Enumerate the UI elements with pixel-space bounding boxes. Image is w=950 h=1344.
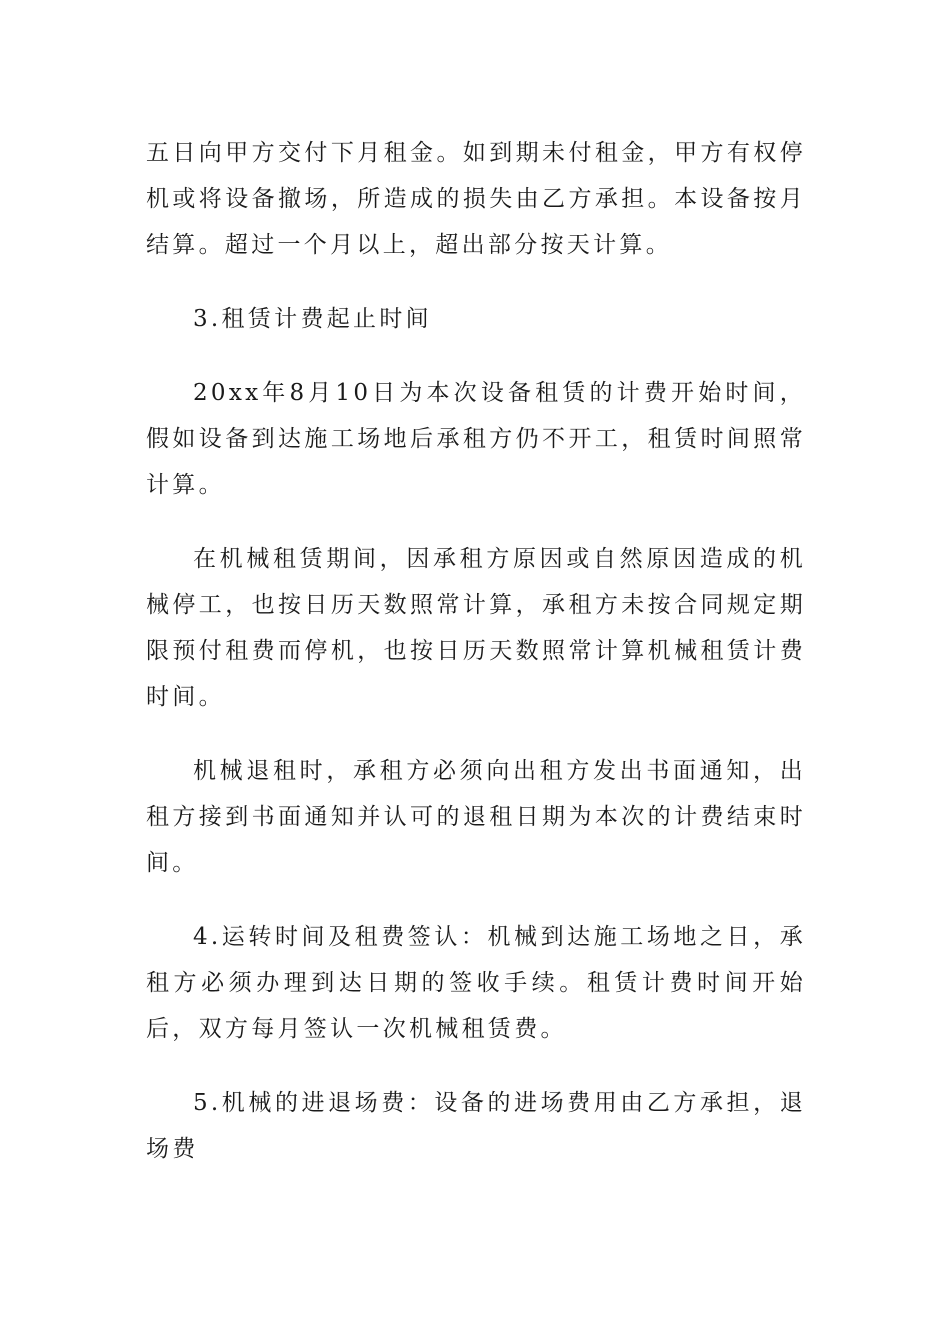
- paragraph-5: 机械退租时，承租方必须向出租方发出书面通知，出租方接到书面通知并认可的退租日期为本次的计费结束时间。: [146, 758, 806, 876]
- paragraph-3: 20xx年8月10日为本次设备租赁的计费开始时间，假如设备到达施工场地后承租方仍不开工，租赁时间照常计算。: [146, 380, 806, 498]
- paragraph-7: 5.机械的进退场费：设备的进场费用由乙方承担，退场费: [146, 1090, 806, 1162]
- paragraph-1: 五日向甲方交付下月租金。如到期未付租金，甲方有权停机或将设备撤场，所造成的损失由乙方承担。本设备按月结算。超过一个月以上，超出部分按天计算。: [146, 140, 806, 258]
- paragraph-4: 在机械租赁期间，因承租方原因或自然原因造成的机械停工，也按日历天数照常计算，承租方未按合同规定期限预付租费而停机，也按日历天数照常计算机械租赁计费时间。: [146, 546, 806, 710]
- paragraph-2-heading: 3.租赁计费起止时间: [193, 306, 432, 332]
- paragraph-6: 4.运转时间及租费签认：机械到达施工场地之日，承租方必须办理到达日期的签收手续。租赁计费时间开始后，双方每月签认一次机械租赁费。: [146, 924, 806, 1042]
- document-body: [146, 130, 806, 1200]
